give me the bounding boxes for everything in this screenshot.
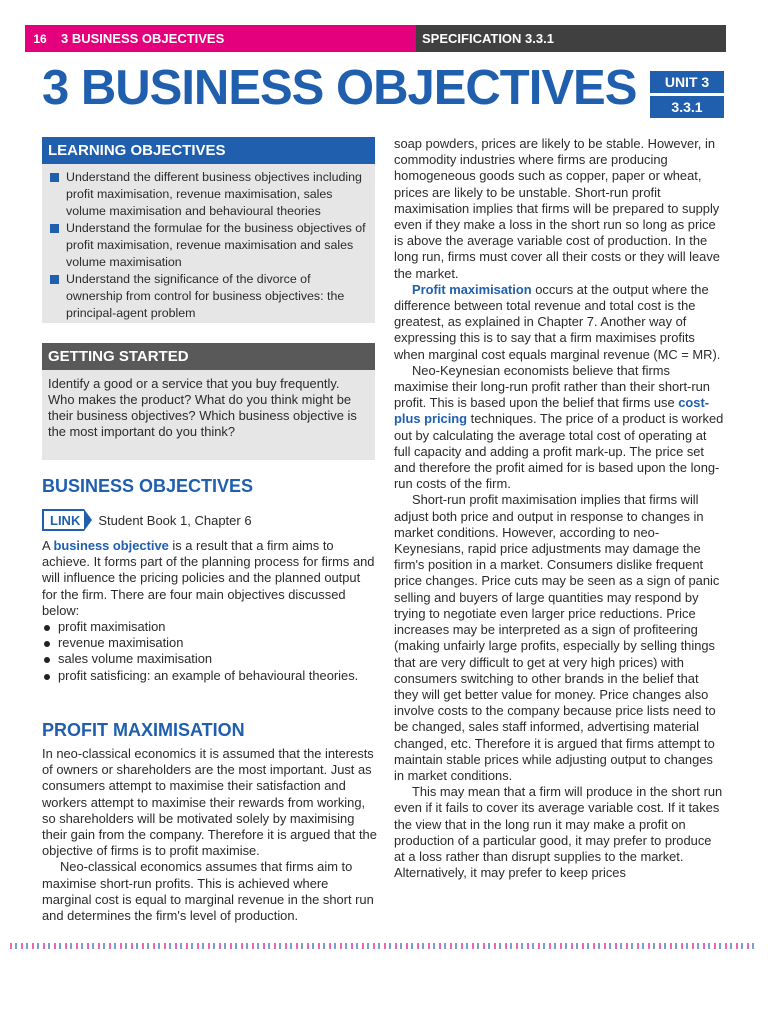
learning-objectives-heading: LEARNING OBJECTIVES	[42, 137, 375, 164]
paragraph: Short-run profit maximisation implies that firms will adjust both price and output in response to changes in market conditions. However, according to neo-Keynesians, rapid price adjustments may damage the firm's position in a market. Consumers dislike frequent price changes. Price cuts may be seen as a sign of panic selling and buyers of large quantities may respond by trying to negotiate even larger price reductions. Price increases may be interpreted as a sign of profiteering (making unfairly large profits, especially by selling things that are very difficult to get at very high prices) with consumers switching to other brands in the belief that they will get better value for money. Price changes also involve costs to the company because price lists need to be changed, sales staff informed, advertising material changed, etc. Therefore it is argued that firms attempt to maintain stable prices while adjusting output to changes in market conditions.	[394, 492, 720, 783]
chapter-running-title: 3 BUSINESS OBJECTIVES	[55, 25, 416, 52]
list-item: revenue maximisation	[42, 635, 377, 651]
list-item: Understand the formulae for the business objectives of profit maximisation, revenue maximisation and sales volume maximisation	[50, 220, 367, 271]
profit-maximisation-heading: PROFIT MAXIMISATION	[42, 720, 245, 740]
list-item: Understand the different business objectives including profit maximisation, revenue maximisation, sales volume maximisation and behavioural theories	[50, 169, 367, 220]
bullet-icon	[44, 674, 50, 680]
getting-started-heading: GETTING STARTED	[42, 343, 375, 370]
link-arrow-icon	[84, 509, 92, 531]
section-tag: 3.3.1	[650, 96, 724, 118]
unit-tag: UNIT 3	[650, 71, 724, 93]
page-title: 3 BUSINESS OBJECTIVES	[42, 61, 637, 115]
list-item: profit satisficing: an example of behavioural theories.	[42, 668, 377, 684]
link-label: LINK	[42, 509, 84, 531]
list-item: profit maximisation	[42, 619, 377, 635]
paragraph: Profit maximisation occurs at the output where the difference between total revenue and total cost is the greatest, as explained in Chapter 7. Another way of expressing this is to say that a firm maximises profits when marginal cost equals marginal revenue (MC = MR).	[394, 281, 721, 362]
key-term: Profit maximisation	[412, 281, 532, 297]
business-objectives-intro: A business objective is a result that a firm aims to achieve. It forms part of the planning process for firms and will influence the pricing policies and the planned output for the firm. There are four main objectives discussed below:	[42, 538, 375, 618]
square-bullet-icon	[50, 173, 59, 182]
business-objectives-body	[42, 538, 377, 684]
paragraph: Neo-classical economics assumes that firms aim to maximise short-run profits. This is achieved where marginal cost is equal to marginal revenue in the short run and determines the firm's level of production.	[42, 859, 374, 924]
right-column-body	[394, 136, 724, 942]
paragraph: soap powders, prices are likely to be stable. However, in commodity industries where firms are producing homogeneous goods such as copper, paper or wheat, prices are likely to be unstable. Short-run profit maximisation implies that firms will be prepared to supply even if they make a loss in the short run so long as price is above the average variable cost of production. In the long run, firms must cover all their costs or they will leave the market.	[394, 136, 720, 281]
link-text: Student Book 1, Chapter 6	[98, 512, 252, 528]
link-reference[interactable]	[42, 508, 252, 532]
page-number: 16	[25, 25, 55, 52]
square-bullet-icon	[50, 275, 59, 284]
key-term: cost-plus pricing	[394, 395, 710, 427]
paragraph: In neo-classical economics it is assumed that the interests of owners or shareholders are the most important. Just as consumers attempt to maximise their satisfaction and workers attempt to maximise their rewards from working, so shareholders will be motivated solely by maximising their gain from the company. Therefore it is argued that the objective of firms is to profit maximise.	[42, 746, 377, 859]
paragraph: This may mean that a firm will produce in the short run even if it fails to cover its average variable cost. If it takes the view that in the long run it may make a profit on production of a particular good, it may prefer to produce at a loss rather than disrupt supplies to the market. Alternatively, it may prefer to keep prices	[394, 784, 723, 881]
getting-started-text: Identify a good or a service that you buy frequently. Who makes the product? What do you think might be their business objectives? Which business objective is the most important do you think?	[48, 376, 357, 439]
list-item: Understand the significance of the divorce of ownership from control for business objectives: the principal-agent problem	[50, 271, 367, 322]
square-bullet-icon	[50, 224, 59, 233]
bullet-icon	[44, 641, 50, 647]
specification-label: SPECIFICATION 3.3.1	[416, 25, 726, 52]
learning-objectives-box	[42, 137, 375, 323]
objectives-bullet-list	[42, 619, 377, 684]
learning-objectives-list	[42, 164, 375, 322]
running-header	[25, 25, 726, 52]
business-objectives-heading: BUSINESS OBJECTIVES	[42, 476, 254, 496]
bullet-icon	[44, 625, 50, 631]
profit-maximisation-body	[42, 746, 377, 942]
key-term: business objective	[53, 538, 169, 553]
page-cut-strip	[10, 943, 755, 949]
paragraph: Neo-Keynesian economists believe that firms maximise their long-run profit rather than their short-run profit. This is based upon the belief that firms use cost-plus pricing techniques. The price of a product is worked out by calculating the average total cost of operating at full capacity and adding a profit mark-up. The price set and therefore the profit aimed for is based upon the long-run costs of the firm.	[394, 362, 724, 492]
getting-started-box	[42, 343, 375, 460]
list-item: sales volume maximisation	[42, 651, 377, 667]
bullet-icon	[44, 657, 50, 663]
